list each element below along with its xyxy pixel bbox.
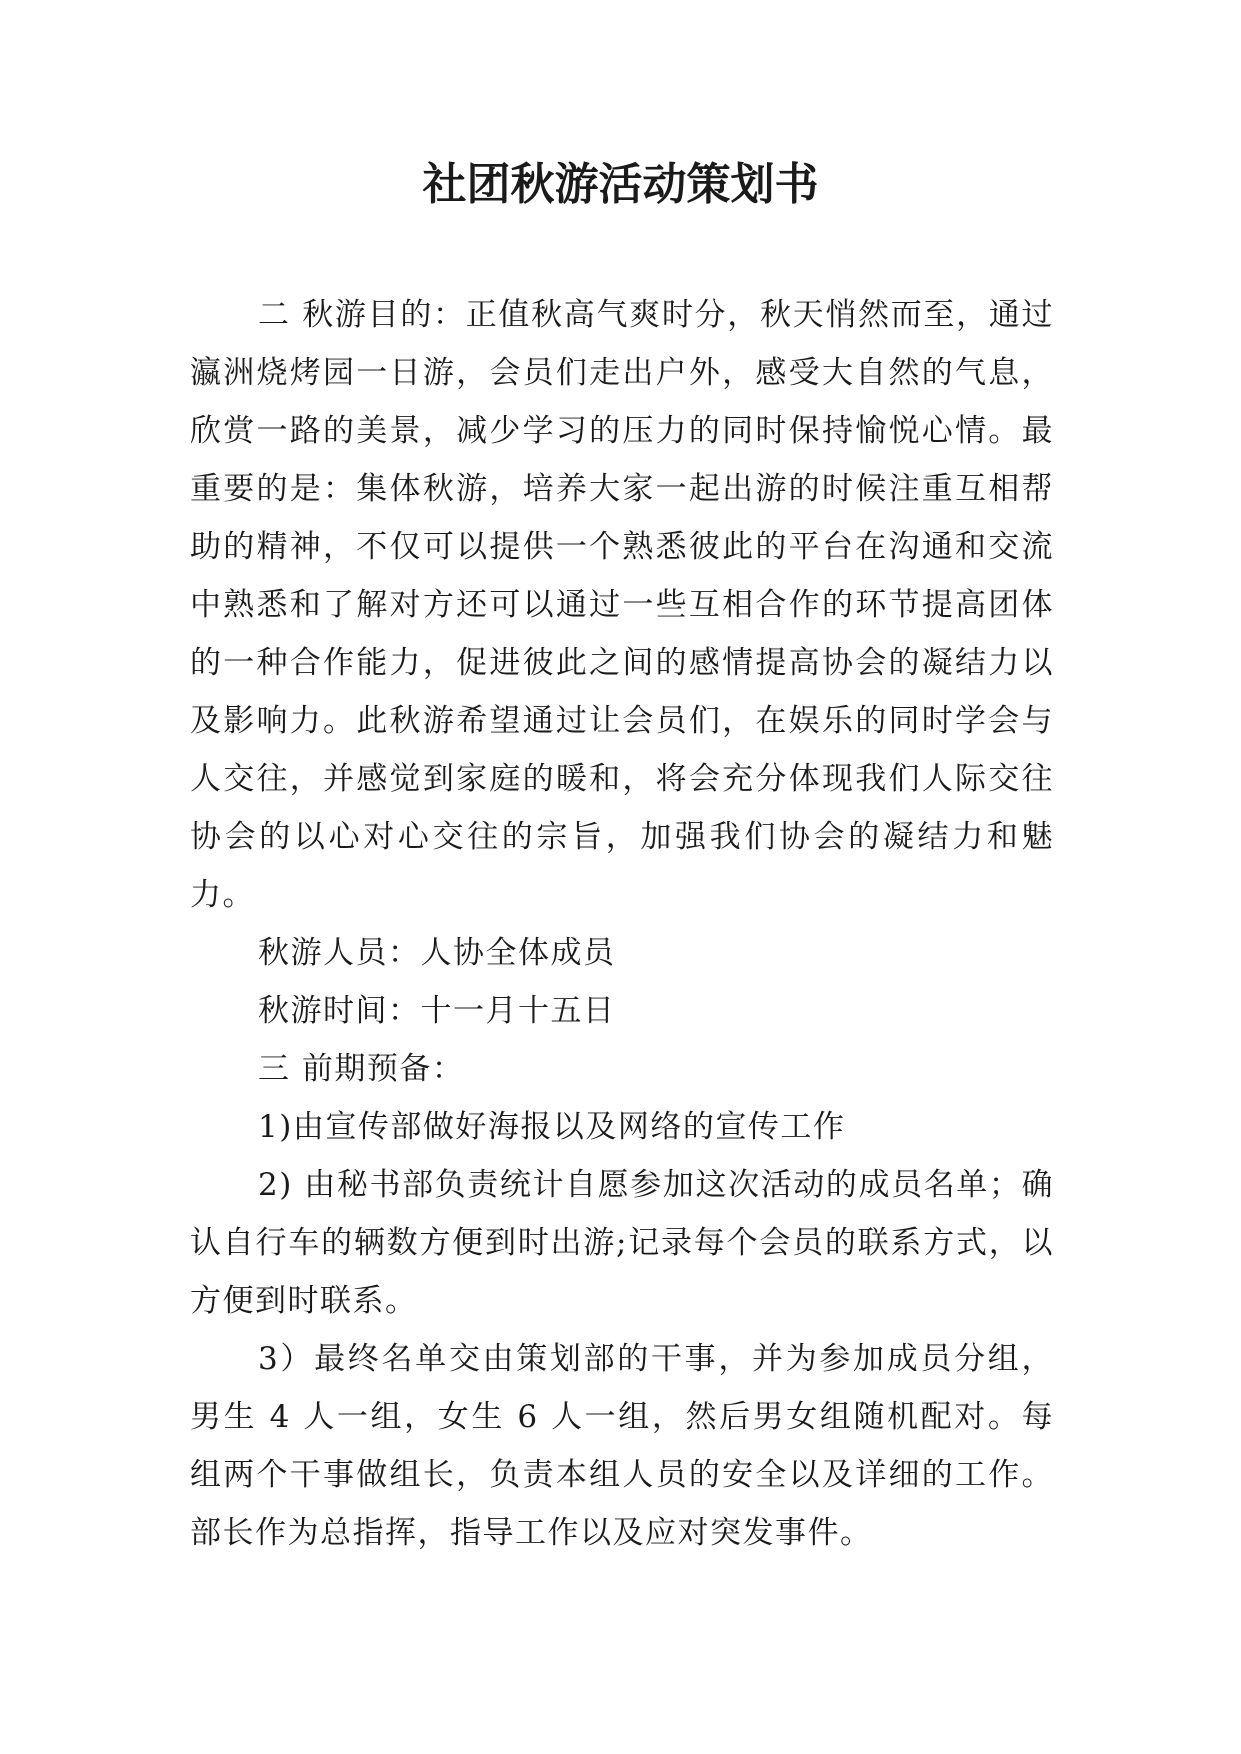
document-title: 社团秋游活动策划书 bbox=[422, 159, 819, 210]
paragraph-item-3: 3）最终名单交由策划部的干事，并为参加成员分组，男生 4 人一组，女生 6 人一组，然后男女组随机配对。每组两个干事做组长，负责本组人员的安全以及详细的工作。部长作为总指挥，指导工作以及应对突发事件。 bbox=[190, 1341, 1054, 1551]
paragraph-preparation-heading: 三 前期预备： bbox=[258, 1051, 465, 1087]
paragraph-time: 秋游时间：十一月十五日 bbox=[258, 993, 616, 1029]
paragraph-participants: 秋游人员：人协全体成员 bbox=[258, 935, 616, 971]
paragraph-purpose: 二 秋游目的：正值秋高气爽时分，秋天悄然而至，通过瀛洲烧烤园一日游，会员们走出户外，感受大自然的气息，欣赏一路的美景，减少学习的压力的同时保持愉悦心情。最重要的是：集体秋游，培养大家一起出游的时候注重互相帮助的精神，不仅可以提供一个熟悉彼此的平台在沟通和交流中熟悉和了解对方还可以通过一些互相合作的环节提高团体的一种合作能力，促进彼此之间的感情提高协会的凝结力以及影响力。此秋游希望通过让会员们，在娱乐的同时学会与人交往，并感觉到家庭的暖和，将会充分体现我们人际交往协会的以心对心交往的宗旨，加强我们协会的凝结力和魅力。 bbox=[190, 297, 1054, 913]
paragraph-item-1: 1)由宣传部做好海报以及网络的宣传工作 bbox=[258, 1109, 846, 1145]
paragraph-item-2: 2) 由秘书部负责统计自愿参加这次活动的成员名单；确认自行车的辆数方便到时出游;记录每个会员的联系方式，以方便到时联系。 bbox=[190, 1167, 1054, 1319]
document-body bbox=[190, 286, 1054, 1562]
